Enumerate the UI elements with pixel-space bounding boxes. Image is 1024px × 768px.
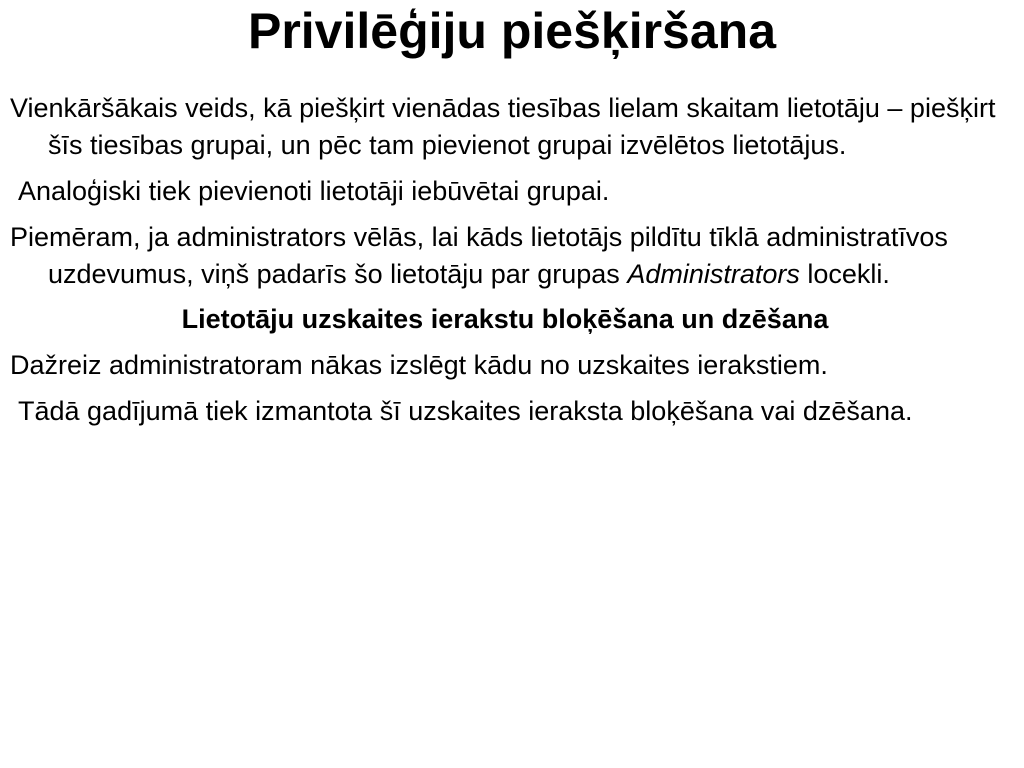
paragraph-builtin-group: Analoģiski tiek pievienoti lietotāji iebūvētai grupai. — [18, 176, 610, 206]
slide-body — [10, 90, 1000, 430]
section-heading: Lietotāju uzskaites ierakstu bloķēšana un dzēšana — [181, 304, 829, 334]
paragraph-administrators-example-end: locekli. — [799, 259, 890, 289]
administrators-group-name: Administrators — [627, 259, 800, 289]
paragraph-group-privileges: Vienkāršākais veids, kā piešķirt vienādas tiesības lielam skaitam lietotāju – piešķirt šīs tiesības grupai, un pēc tam pievienot grupai izvēlētos lietotājus. — [10, 93, 996, 160]
slide-title: Privilēģiju piešķiršana — [247, 3, 777, 59]
paragraph-block-or-delete: Tādā gadījumā tiek izmantota šī uzskaites ieraksta bloķēšana vai dzēšana. — [18, 396, 913, 426]
paragraph-administrators-example-start: Piemēram, ja administrators vēlās, lai kāds lietotājs pildītu tīklā administratīvos uzdevumus, viņš padarīs šo lietotāju par grupas — [10, 222, 948, 289]
paragraph-exclude-accounts: Dažreiz administratoram nākas izslēgt kādu no uzskaites ierakstiem. — [10, 350, 828, 380]
paragraph-administrators-example — [10, 219, 1000, 293]
